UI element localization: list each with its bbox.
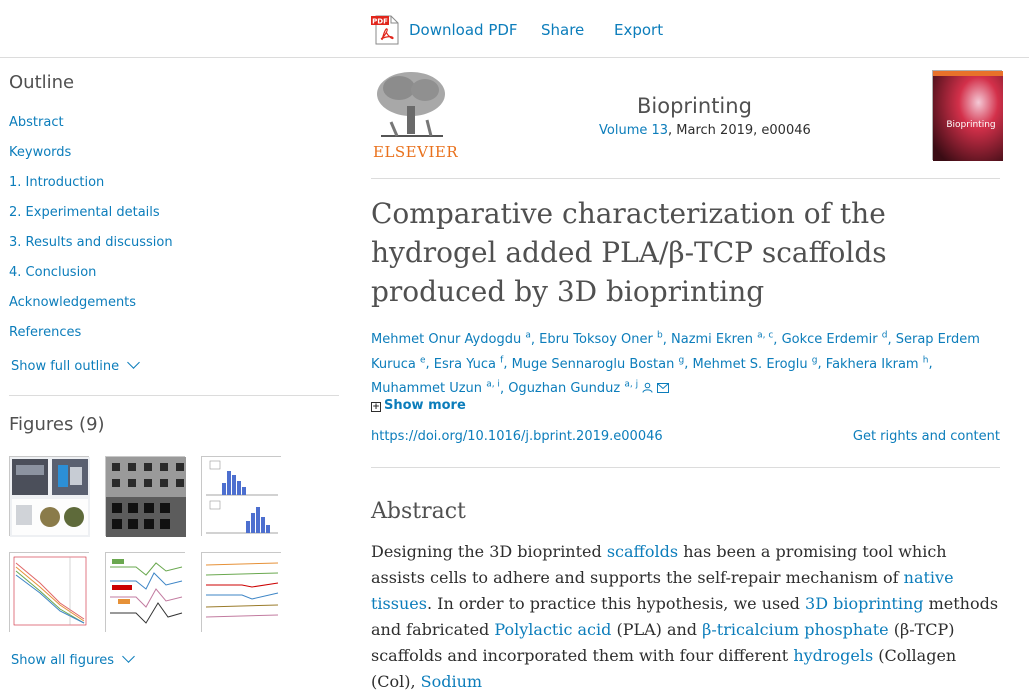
author-link[interactable]: Muhammet Uzun $^{a, i}$ (371, 379, 500, 396)
article-title: Comparative characterization of the hydrogel added PLA/β-TCP scaffolds produced by 3D bioprinting (371, 197, 887, 308)
outline-item-introduction[interactable]: 1. Introduction (9, 175, 105, 190)
author-link[interactable]: Esra Yuca $^f$ (433, 355, 504, 372)
outline-item-conclusion[interactable]: 4. Conclusion (9, 265, 97, 280)
figure-thumbnail-2[interactable] (105, 456, 185, 536)
author-link[interactable]: Gokce Erdemir $^d$ (781, 331, 888, 348)
pdf-icon[interactable] (371, 14, 401, 46)
section-divider (371, 467, 1000, 468)
figure-thumbnail-5[interactable] (105, 552, 185, 632)
keyword-link-sodium[interactable]: Sodium (420, 672, 483, 691)
figure-thumbnail-6[interactable] (201, 552, 281, 632)
header-divider (371, 178, 1000, 179)
keyword-link-polylactic-acid[interactable]: Polylactic acid (494, 620, 612, 639)
author-link[interactable]: Ebru Toksoy Oner $^b$ (539, 331, 663, 348)
author-link[interactable]: Muge Sennaroglu Bostan $^g$ (511, 355, 685, 372)
author-link[interactable]: Mehmet Onur Aydogdu $^a$ (371, 331, 531, 348)
figure-thumbnail-3[interactable] (201, 456, 281, 536)
svg-text:Bioprinting: Bioprinting (946, 120, 996, 130)
chevron-down-icon (122, 650, 135, 663)
publisher-name: ELSEVIER (373, 143, 459, 161)
export-link[interactable]: Export (614, 21, 664, 39)
person-icon[interactable] (642, 379, 653, 390)
keyword-link-native-tissues[interactable]: native tissues (371, 568, 954, 613)
svg-text:PDF: PDF (372, 17, 388, 26)
outline-item-keywords[interactable]: Keywords (9, 145, 72, 160)
plus-icon: + (372, 402, 380, 412)
outline-item-acknowledgements[interactable]: Acknowledgements (9, 295, 137, 310)
journal-issue-info (599, 123, 811, 138)
doi-link[interactable]: https://doi.org/10.1016/j.bprint.2019.e00046 (371, 429, 663, 444)
author-list: Mehmet Onur Aydogdu $^a$, Ebru Toksoy Oner $^b$, Nazmi Ekren $^{a, c}$, Gokce Erdemir $^d$, Serap Erdem Kuruca $^e$, Esra Yuca $^f$, Muge Sennaroglu Bostan $^g$, Mehmet S. Eroglu $^g$, Fakhera Ikram $^h$, Muhammet Uzun $^{a, i}$, Oguzhan Gunduz $^{a, j}$ (371, 331, 980, 396)
author-link[interactable]: Nazmi Ekren $^{a, c}$ (671, 331, 774, 348)
show-more-label: Show more (384, 398, 466, 413)
author-link[interactable]: Serap Erdem Kuruca $^e$ (371, 332, 980, 372)
show-full-outline-label: Show full outline (11, 359, 120, 374)
show-more-button[interactable] (371, 398, 466, 413)
author-link[interactable]: Oguzhan Gunduz $^{a, j}$ (508, 379, 639, 396)
outline-item-results[interactable]: 3. Results and discussion (9, 235, 173, 250)
top-toolbar (0, 0, 1029, 58)
journal-title-link[interactable]: Bioprinting (637, 94, 752, 118)
outline-title: Outline (9, 72, 75, 93)
figures-title: Figures (9) (9, 414, 105, 435)
keyword-link-scaffolds[interactable]: scaffolds (606, 542, 679, 561)
figure-thumbnail-4[interactable] (9, 552, 89, 632)
author-link[interactable]: Fakhera Ikram $^h$ (825, 355, 929, 372)
outline-item-abstract[interactable]: Abstract (9, 115, 64, 130)
show-all-figures-label: Show all figures (11, 653, 115, 668)
abstract-text: Designing the 3D bioprinted scaffolds has been a promising tool which assists cells to adhere and supports the self-repair mechanism of native tissues. In order to practice this hypothesis, we used 3D bioprinting methods and fabricated Polylactic acid (PLA) and β-tricalcium phosphate (β-TCP) scaffolds and incorporated them with four different hydrogels (Collagen (Col), Sodium (371, 542, 999, 691)
show-all-figures-button[interactable] (11, 653, 133, 668)
keyword-link-tcp[interactable]: β-tricalcium phosphate (702, 620, 889, 639)
chevron-down-icon (127, 356, 140, 369)
outline-divider (9, 395, 339, 396)
rights-content-link[interactable]: Get rights and content (852, 429, 1000, 444)
figure-thumbnail-1[interactable] (9, 456, 89, 536)
author-link[interactable]: Mehmet S. Eroglu $^g$ (692, 355, 818, 372)
outline-item-experimental[interactable]: 2. Experimental details (9, 205, 160, 220)
volume-link[interactable]: Volume 13 (599, 123, 669, 138)
download-pdf-link[interactable]: Download PDF (409, 21, 518, 39)
elsevier-tree-icon (371, 70, 453, 142)
keyword-link-hydrogels[interactable]: hydrogels (793, 646, 874, 665)
outline-item-references[interactable]: References (9, 325, 82, 340)
keyword-link-3d-bioprinting[interactable]: 3D bioprinting (805, 594, 924, 613)
issue-date: , March 2019, e00046 (668, 123, 811, 138)
show-full-outline-button[interactable] (11, 359, 138, 374)
journal-cover-image[interactable] (932, 70, 1002, 160)
share-link[interactable]: Share (541, 21, 585, 39)
abstract-heading: Abstract (371, 499, 466, 524)
envelope-icon[interactable] (657, 379, 669, 389)
